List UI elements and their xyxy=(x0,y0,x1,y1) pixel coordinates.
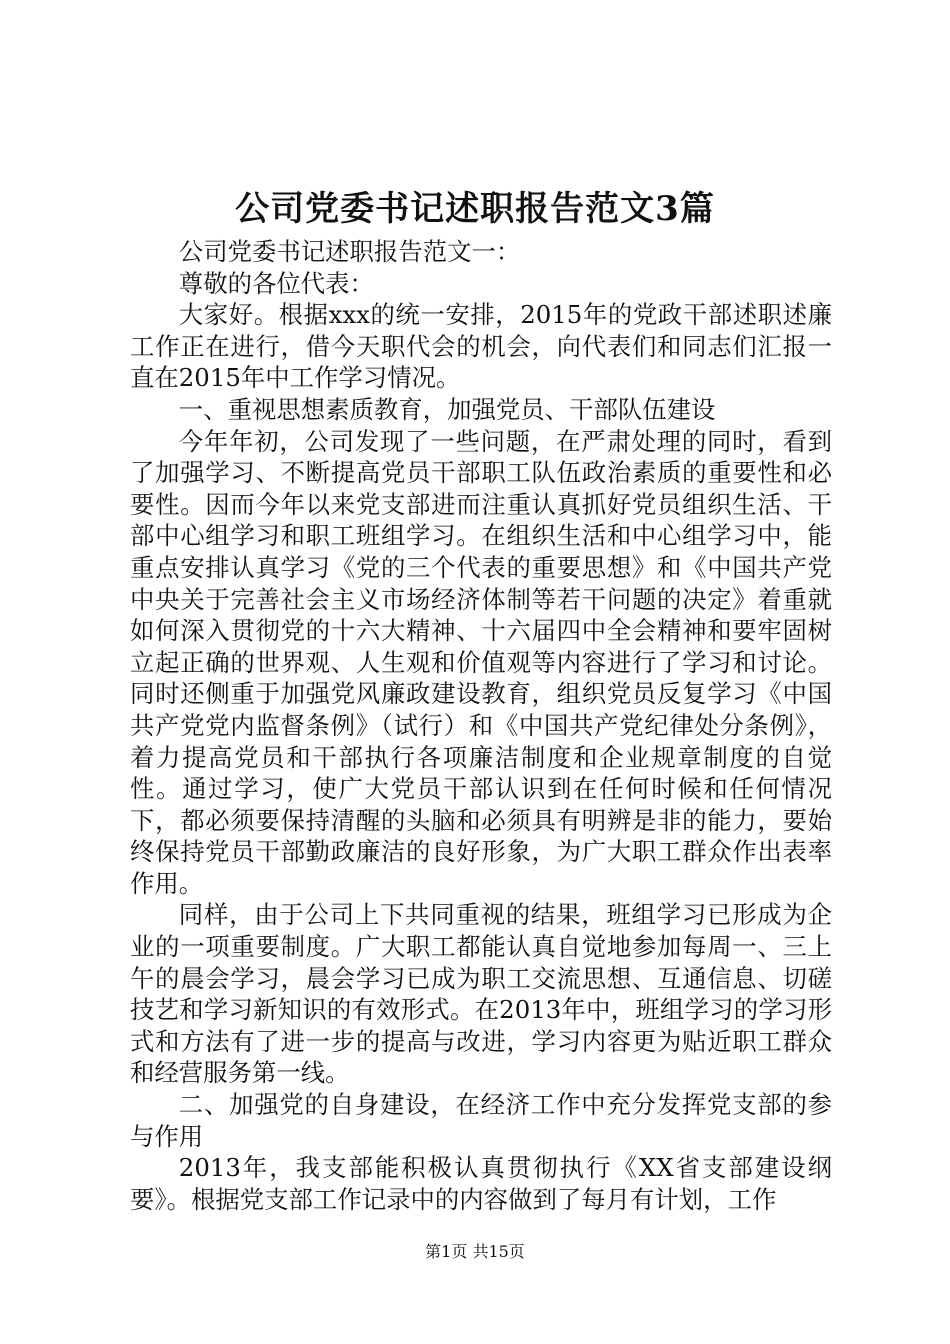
page-number-footer: 第1页 共15页 xyxy=(425,1242,525,1261)
paragraph-body: 2013年，我支部能积极认真贯彻执行《XX省支部建设纲要》。根据党支部工作记录中的内容做到了每月有计划，工作 xyxy=(130,1153,832,1214)
paragraph-salutation: 尊敬的各位代表： xyxy=(178,268,374,298)
section-heading-1: 一、重视思想素质教育，加强党员、干部队伍建设 xyxy=(178,394,716,424)
paragraph-body: 同样，由于公司上下共同重视的结果，班组学习已形成为企业的一项重要制度。广大职工都能认真自觉地参加每周一、三上午的晨会学习，晨会学习已成为职工交流思想、互通信息、切磋技艺和学习新知识的有效形式。在2013年中，班组学习的学习形式和方法有了进一步的提高与改进，学习内容更为贴近职工群众和经营服务第一线。 xyxy=(130,900,832,1088)
section-heading-2: 二、加强党的自身建设，在经济工作中充分发挥党支部的参与作用 xyxy=(130,1090,832,1151)
document-body xyxy=(130,236,832,1215)
document-title: 公司党委书记述职报告范文3篇 xyxy=(235,189,715,229)
paragraph-subtitle: 公司党委书记述职报告范文一： xyxy=(178,237,521,266)
paragraph-intro: 大家好。根据xxx的统一安排，2015年的党政干部述职述廉工作正在进行，借今天职代会的机会，向代表们和同志们汇报一直在2015年中工作学习情况。 xyxy=(130,300,832,393)
paragraph-body: 今年年初，公司发现了一些问题，在严肃处理的同时，看到了加强学习、不断提高党员干部职工队伍政治素质的重要性和必要性。因而今年以来党支部进而注重认真抓好党员组织生活、干部中心组学习和职工班组学习。在组织生活和中心组学习中，能重点安排认真学习《党的三个代表的重要思想》和《中国共产党中央关于完善社会主义市场经济体制等若干问题的决定》着重就如何深入贯彻党的十六大精神、十六届四中全会精神和要牢固树立起正确的世界观、人生观和价值观等内容进行了学习和讨论。同时还侧重于加强党风廉政建设教育，组织党员反复学习《中国共产党党内监督条例》（试行）和《中国共产党纪律处分条例》，着力提高党员和干部执行各项廉洁制度和企业规章制度的自觉性。通过学习，使广大党员干部认识到在任何时候和任何情况下，都必须要保持清醒的头脑和必须具有明辨是非的能力，要始终保持党员干部勤政廉洁的良好形象，为广大职工群众作出表率作用。 xyxy=(130,426,832,898)
